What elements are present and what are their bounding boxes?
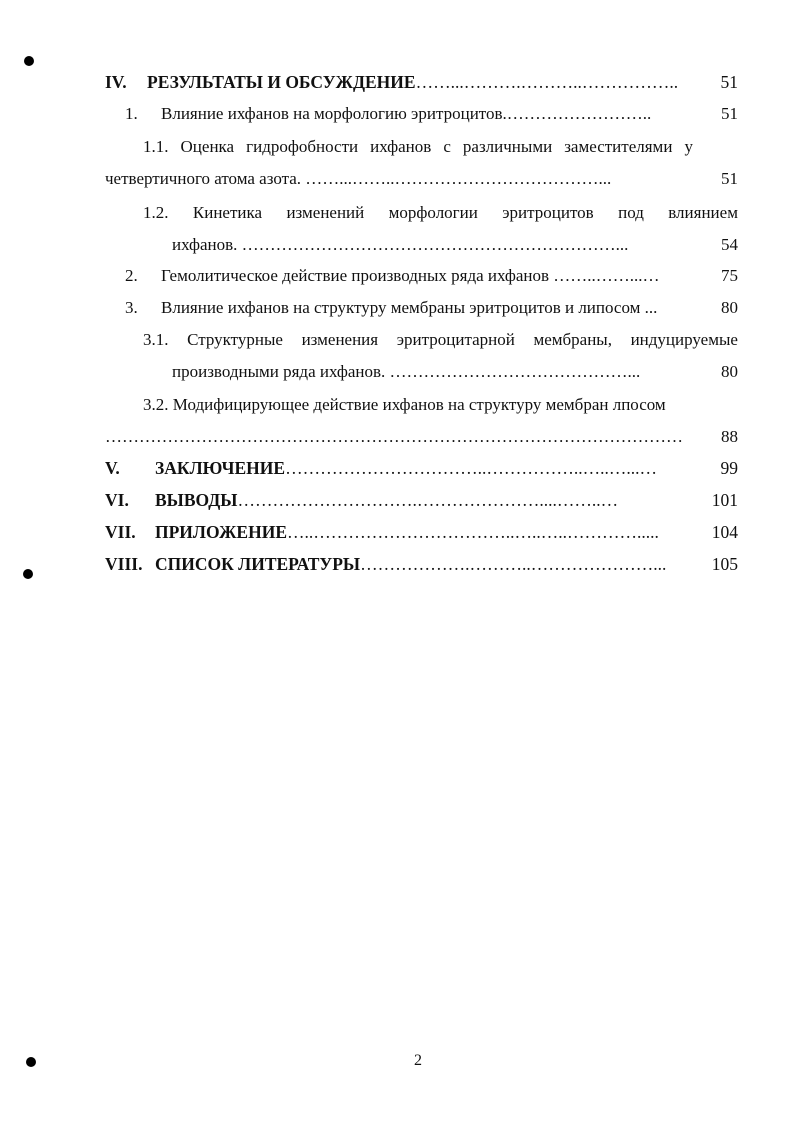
binder-hole-top: [24, 56, 34, 66]
toc-leader: ……...……..………………………………...: [301, 169, 612, 188]
toc-number: VIII.: [105, 554, 143, 574]
toc-word: эритроцитов: [502, 203, 594, 222]
toc-page: 88: [721, 427, 738, 446]
toc-leader: ………………………….…………………....……..…: [237, 490, 619, 510]
toc-title: ихфанов.: [172, 235, 238, 254]
toc-page: 75: [721, 266, 738, 285]
toc-entry-3: [125, 298, 738, 318]
toc-page: 101: [711, 490, 738, 510]
toc-title: ЗАКЛЮЧЕНИЕ: [155, 458, 286, 478]
toc-word: индуцируемые: [630, 330, 738, 349]
toc-page: 51: [721, 169, 738, 188]
toc-page: 99: [720, 458, 738, 478]
binder-hole-middle: [23, 569, 33, 579]
toc-word: 1.1.: [143, 137, 169, 156]
toc-entry-3-1-cont: [172, 362, 738, 382]
toc-page: 54: [721, 235, 738, 254]
toc-word: изменений: [286, 203, 365, 222]
toc-word: морфологии: [388, 203, 478, 222]
toc-word: заместителями: [564, 137, 673, 156]
toc-entry-v: [105, 458, 738, 478]
toc-page: 104: [711, 522, 738, 542]
toc-entry-3-2: [143, 395, 666, 415]
toc-title: Влияние ихфанов на структуру мембраны эритроцитов и липосом: [161, 298, 641, 317]
toc-leader: ……………….………..…………………...: [360, 554, 667, 574]
toc-word: ихфанов: [370, 137, 432, 156]
toc-title: Влияние ихфанов на морфологию эритроцитов.: [161, 104, 507, 123]
toc-leader: ……………………..: [506, 104, 652, 123]
toc-entry-1-1-cont: [105, 169, 738, 189]
toc-word: изменения: [301, 330, 379, 349]
toc-title: СПИСОК ЛИТЕРАТУРЫ: [155, 554, 361, 574]
toc-word: Оценка: [180, 137, 235, 156]
toc-entry-1-2-cont: [172, 235, 738, 255]
toc-title: четвертичного атома азота.: [105, 169, 302, 188]
toc-title: РЕЗУЛЬТАТЫ И ОБСУЖДЕНИЕ: [147, 72, 416, 92]
toc-number: IV.: [105, 72, 127, 92]
toc-title: ВЫВОДЫ: [155, 490, 238, 510]
toc-leader: …………………………………………………………………………………………: [105, 427, 683, 446]
toc-word: эритроцитарной: [396, 330, 515, 349]
toc-entry-1: [125, 104, 738, 124]
toc-leader: ……...……….………..……………..: [415, 72, 679, 92]
toc-page: 51: [720, 72, 738, 92]
toc-entry-iv: [105, 72, 738, 92]
toc-title: Гемолитическое действие производных ряда ихфанов: [161, 266, 550, 285]
toc-entry-viii: [105, 554, 738, 574]
toc-word: Кинетика: [192, 203, 263, 222]
toc-number: 2.: [125, 266, 138, 285]
toc-number: VI.: [105, 490, 129, 510]
binder-hole-bottom: [26, 1057, 36, 1067]
toc-leader: ……..……...…: [549, 266, 660, 285]
toc-title: производными ряда ихфанов.: [172, 362, 386, 381]
toc-number: 3.: [125, 298, 138, 317]
toc-leader: …..……………………………..…..…..………….....: [287, 522, 659, 542]
toc-leader: …………………………………………………………...: [237, 235, 629, 254]
toc-leader: ……………………………………...: [385, 362, 641, 381]
toc-word: у: [684, 137, 693, 156]
toc-entry-2: [125, 266, 738, 286]
toc-leader: ……………………………..……………..…..…...…: [285, 458, 657, 478]
toc-word: 3.1.: [143, 330, 169, 349]
toc-word: с: [443, 137, 451, 156]
toc-word: 1.2.: [143, 203, 169, 222]
toc-word: Структурные: [187, 330, 283, 349]
toc-word: мембраны,: [533, 330, 612, 349]
toc-entry-vi: [105, 490, 738, 510]
toc-title: ПРИЛОЖЕНИЕ: [155, 522, 288, 542]
toc-page: 80: [721, 298, 738, 317]
toc-page: 105: [711, 554, 738, 574]
toc-number: VII.: [105, 522, 136, 542]
toc-entry-1-2: [143, 203, 738, 223]
toc-page: 51: [721, 104, 738, 123]
toc-entry-3-2-cont: [105, 427, 738, 447]
toc-entry-3-1: [143, 330, 738, 350]
toc-title: 3.2. Модифицирующее действие ихфанов на структуру мембран лпосом: [143, 395, 666, 414]
toc-entry-vii: [105, 522, 738, 542]
toc-word: гидрофобности: [246, 137, 359, 156]
toc-number: 1.: [125, 104, 138, 123]
toc-word: под: [618, 203, 644, 222]
toc-word: различными: [462, 137, 553, 156]
toc-page: 80: [721, 362, 738, 381]
page-number: 2: [414, 1052, 422, 1069]
toc-number: V.: [105, 458, 120, 478]
toc-leader: ...: [640, 298, 658, 317]
toc-word: влиянием: [668, 203, 738, 222]
toc-entry-1-1: [143, 137, 693, 157]
